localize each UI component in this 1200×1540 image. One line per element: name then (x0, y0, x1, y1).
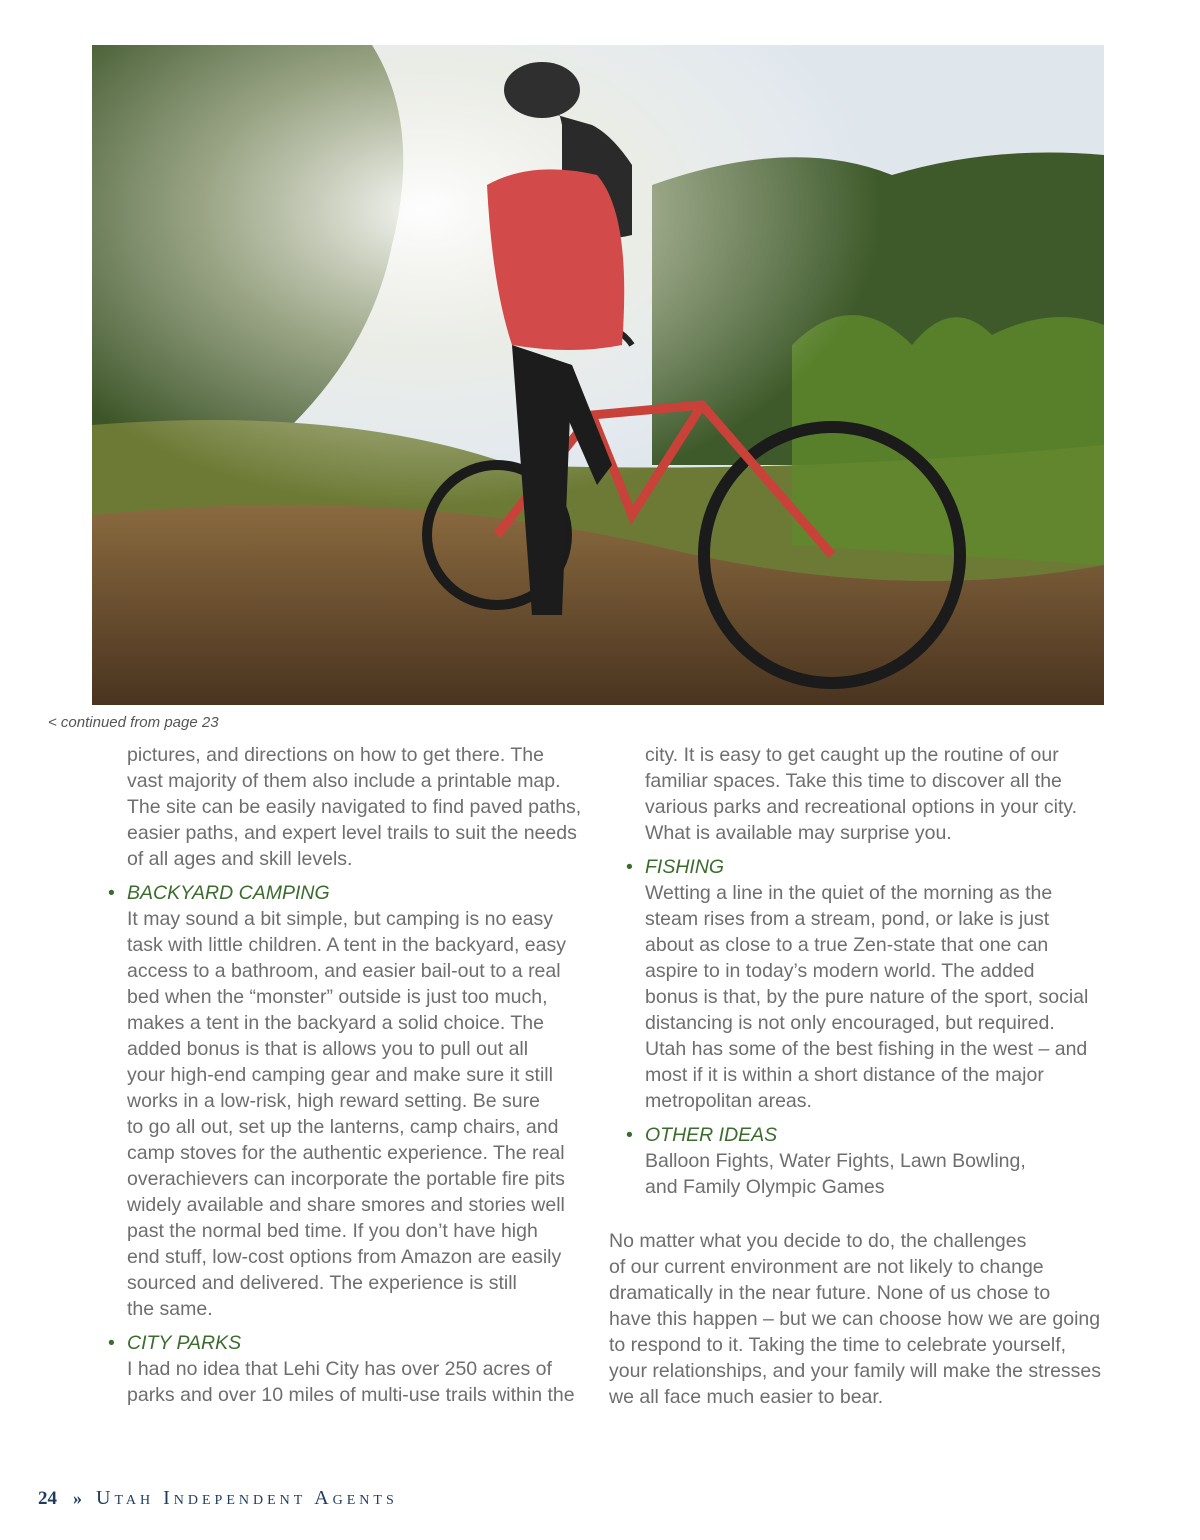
text-line: It may sound a bit simple, but camping is no easy (127, 908, 553, 930)
text-line: task with little children. A tent in the backyard, easy (127, 934, 566, 956)
text-line: past the normal bed time. If you don’t have high (127, 1220, 538, 1242)
text-line: familiar spaces. Take this time to discover all the (645, 770, 1062, 792)
text-line: works in a low-risk, high reward setting. Be sure (127, 1090, 540, 1112)
page-number: 24 (38, 1488, 57, 1509)
text-line: The site can be easily navigated to find paved paths, (127, 796, 582, 818)
text-line: about as close to a true Zen-state that one can (645, 934, 1049, 956)
text-line: and Family Olympic Games (645, 1176, 885, 1198)
right-column (645, 742, 1115, 1200)
text-line: to respond to it. Taking the time to celebrate yourself, (609, 1334, 1067, 1356)
continued-note: < continued from page 23 (48, 714, 219, 731)
text-line: What is available may surprise you. (645, 822, 952, 844)
other-ideas-heading: • OTHER IDEAS (645, 1122, 1115, 1148)
text-line: bed when the “monster” outside is just too much, (127, 986, 548, 1008)
text-line: Wetting a line in the quiet of the morning as the (645, 882, 1053, 904)
text-line: aspire to in today’s modern world. The added (645, 960, 1035, 982)
text-line: end stuff, low-cost options from Amazon are easily (127, 1246, 562, 1268)
text-line: of our current environment are not likely to change (609, 1256, 1044, 1278)
text-line: Utah has some of the best fishing in the west – and (645, 1038, 1088, 1060)
text-line: dramatically in the near future. None of us chose to (609, 1282, 1051, 1304)
backyard-camping-heading: • BACKYARD CAMPING (127, 880, 597, 906)
text-line: camp stoves for the authentic experience. The real (127, 1142, 565, 1164)
left-column (127, 742, 597, 1408)
text-line: of all ages and skill levels. (127, 848, 353, 870)
publication-name: Utah Independent Agents (96, 1487, 398, 1509)
text-line: parks and over 10 miles of multi-use trails within the (127, 1384, 575, 1406)
text-line: No matter what you decide to do, the challenges (609, 1230, 1027, 1252)
text-line: makes a tent in the backyard a solid choice. The (127, 1012, 544, 1034)
text-line: metropolitan areas. (645, 1090, 812, 1112)
fishing-heading: • FISHING (645, 854, 1115, 880)
text-line: various parks and recreational options in your city. (645, 796, 1078, 818)
text-line: sourced and delivered. The experience is still (127, 1272, 517, 1294)
text-line: added bonus is that is allows you to pull out all (127, 1038, 529, 1060)
text-line: widely available and share smores and stories well (127, 1194, 565, 1216)
text-line: most if it is within a short distance of the major (645, 1064, 1044, 1086)
text-line: easier paths, and expert level trails to suit the needs (127, 822, 577, 844)
closing-paragraph (609, 1228, 1129, 1410)
city-parks-heading: • CITY PARKS (127, 1330, 597, 1356)
text-line: have this happen – but we can choose how we are going (609, 1308, 1101, 1330)
text-line: I had no idea that Lehi City has over 250 acres of (127, 1358, 552, 1380)
chevron-separator-icon: » (73, 1488, 82, 1508)
text-line: overachievers can incorporate the portable fire pits (127, 1168, 565, 1190)
text-line: your relationships, and your family will make the stresses (609, 1360, 1102, 1382)
text-line: pictures, and directions on how to get there. The (127, 744, 544, 766)
text-line: we all face much easier to bear. (609, 1386, 884, 1408)
text-line: the same. (127, 1298, 213, 1320)
photo-illustration (92, 45, 1104, 705)
text-line: city. It is easy to get caught up the routine of our (645, 744, 1059, 766)
text-line: access to a bathroom, and easier bail-out to a real (127, 960, 561, 982)
text-line: bonus is that, by the pure nature of the sport, social (645, 986, 1089, 1008)
page-footer (38, 1487, 398, 1510)
text-line: to go all out, set up the lanterns, camp chairs, and (127, 1116, 559, 1138)
text-line: steam rises from a stream, pond, or lake is just (645, 908, 1050, 930)
text-line: Balloon Fights, Water Fights, Lawn Bowling, (645, 1150, 1026, 1172)
text-line: vast majority of them also include a printable map. (127, 770, 561, 792)
text-line: distancing is not only encouraged, but required. (645, 1012, 1055, 1034)
cyclist-photo (92, 45, 1104, 705)
text-line: your high-end camping gear and make sure it still (127, 1064, 553, 1086)
